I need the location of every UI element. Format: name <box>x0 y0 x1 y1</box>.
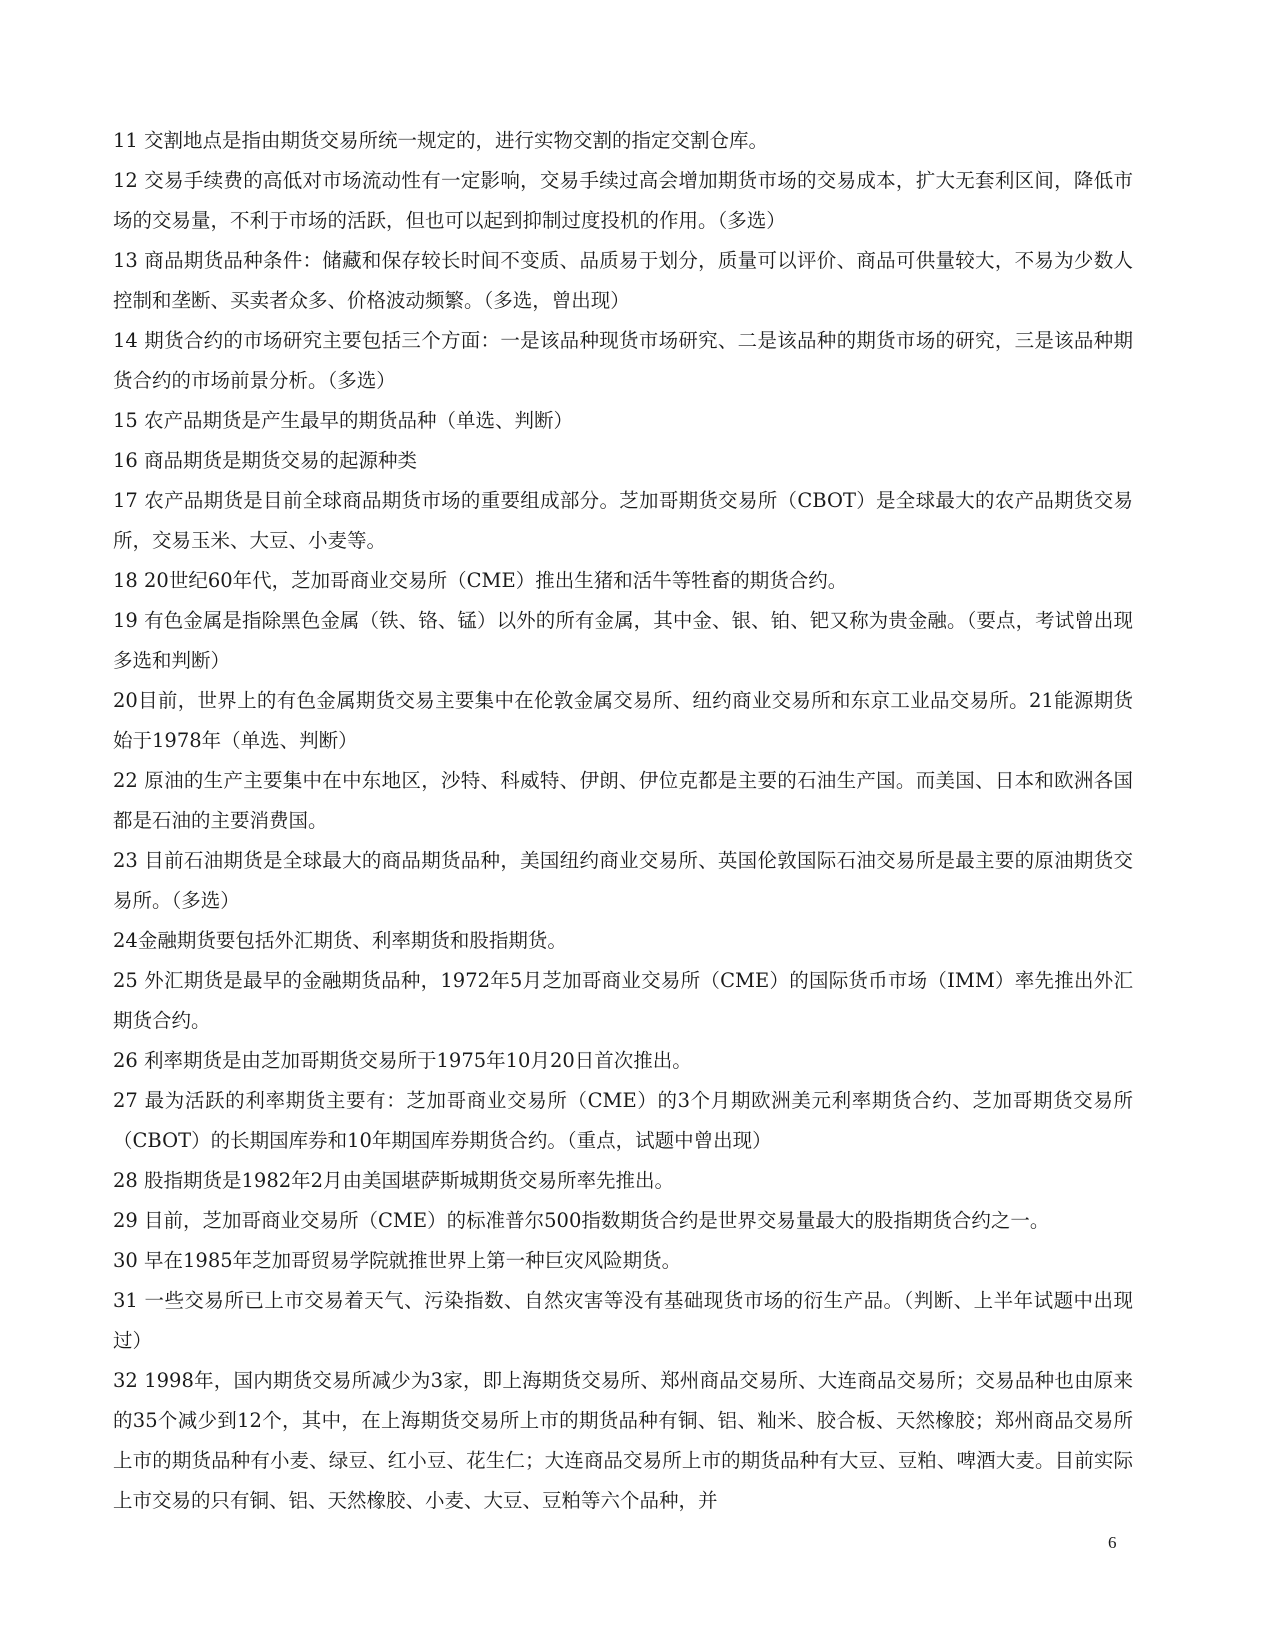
paragraph-11: 11 交割地点是指由期货交易所统一规定的，进行实物交割的指定交割仓库。 <box>113 129 769 152</box>
paragraph-23: 23 目前石油期货是全球最大的商品期货品种，美国纽约商业交易所、英国伦敦国际石油交易所是最主要的原油期货交易所。（多选） <box>113 849 1133 912</box>
paragraph-27: 27 最为活跃的利率期货主要有：芝加哥商业交易所（CME）的3个月期欧洲美元利率期货合约、芝加哥期货交易所（CBOT）的长期国库券和10年期国库券期货合约。（重点，试题中曾出现） <box>113 1089 1133 1152</box>
paragraph-31: 31 一些交易所已上市交易着天气、污染指数、自然灾害等没有基础现货市场的衍生产品。（判断、上半年试题中出现过） <box>113 1289 1133 1352</box>
paragraph-26: 26 利率期货是由芝加哥期货交易所于1975年10月20日首次推出。 <box>113 1049 692 1072</box>
paragraph-12: 12 交易手续费的高低对市场流动性有一定影响，交易手续过高会增加期货市场的交易成本，扩大无套利区间，降低市场的交易量，不利于市场的活跃，但也可以起到抑制过度投机的作用。（多选） <box>113 169 1133 232</box>
paragraph-24: 24金融期货要包括外汇期货、利率期货和股指期货。 <box>113 929 567 952</box>
paragraph-25: 25 外汇期货是最早的金融期货品种，1972年5月芝加哥商业交易所（CME）的国际货币市场（IMM）率先推出外汇期货合约。 <box>113 969 1133 1032</box>
paragraph-13: 13 商品期货品种条件：储藏和保存较长时间不变质、品质易于划分，质量可以评价、商品可供量较大，不易为少数人控制和垄断、买卖者众多、价格波动频繁。（多选，曾出现） <box>113 249 1133 312</box>
paragraph-28: 28 股指期货是1982年2月由美国堪萨斯城期货交易所率先推出。 <box>113 1169 675 1192</box>
paragraph-30: 30 早在1985年芝加哥贸易学院就推世界上第一种巨灾风险期货。 <box>113 1249 682 1272</box>
document-body <box>113 121 1133 1521</box>
page-number: 6 <box>1108 1533 1117 1552</box>
paragraph-15: 15 农产品期货是产生最早的期货品种（单选、判断） <box>113 409 574 432</box>
paragraph-18: 18 20世纪60年代，芝加哥商业交易所（CME）推出生猪和活牛等牲畜的期货合约。 <box>113 569 848 592</box>
paragraph-14: 14 期货合约的市场研究主要包括三个方面：一是该品种现货市场研究、二是该品种的期货市场的研究，三是该品种期货合约的市场前景分析。（多选） <box>113 329 1133 392</box>
paragraph-32: 32 1998年，国内期货交易所减少为3家，即上海期货交易所、郑州商品交易所、大连商品交易所；交易品种也由原来的35个减少到12个，其中，在上海期货交易所上市的期货品种有铜、铝、籼米、胶合板、天然橡胶；郑州商品交易所上市的期货品种有小麦、绿豆、红小豆、花生仁；大连商品交易所上市的期货品种有大豆、豆粕、啤酒大麦。目前实际上市交易的只有铜、铝、天然橡胶、小麦、大豆、豆粕等六个品种，并 <box>113 1369 1133 1512</box>
paragraph-19: 19 有色金属是指除黑色金属（铁、铬、锰）以外的所有金属，其中金、银、铂、钯又称为贵金融。（要点，考试曾出现多选和判断） <box>113 609 1133 672</box>
paragraph-20-21: 20目前，世界上的有色金属期货交易主要集中在伦敦金属交易所、纽约商业交易所和东京工业品交易所。21能源期货始于1978年（单选、判断） <box>113 689 1133 752</box>
paragraph-29: 29 目前，芝加哥商业交易所（CME）的标准普尔500指数期货合约是世界交易量最大的股指期货合约之一。 <box>113 1209 1050 1232</box>
paragraph-22: 22 原油的生产主要集中在中东地区，沙特、科威特、伊朗、伊位克都是主要的石油生产国。而美国、日本和欧洲各国都是石油的主要消费国。 <box>113 769 1133 832</box>
paragraph-17: 17 农产品期货是目前全球商品期货市场的重要组成部分。芝加哥期货交易所（CBOT）是全球最大的农产品期货交易所，交易玉米、大豆、小麦等。 <box>113 489 1133 552</box>
paragraph-16: 16 商品期货是期货交易的起源种类 <box>113 449 418 472</box>
